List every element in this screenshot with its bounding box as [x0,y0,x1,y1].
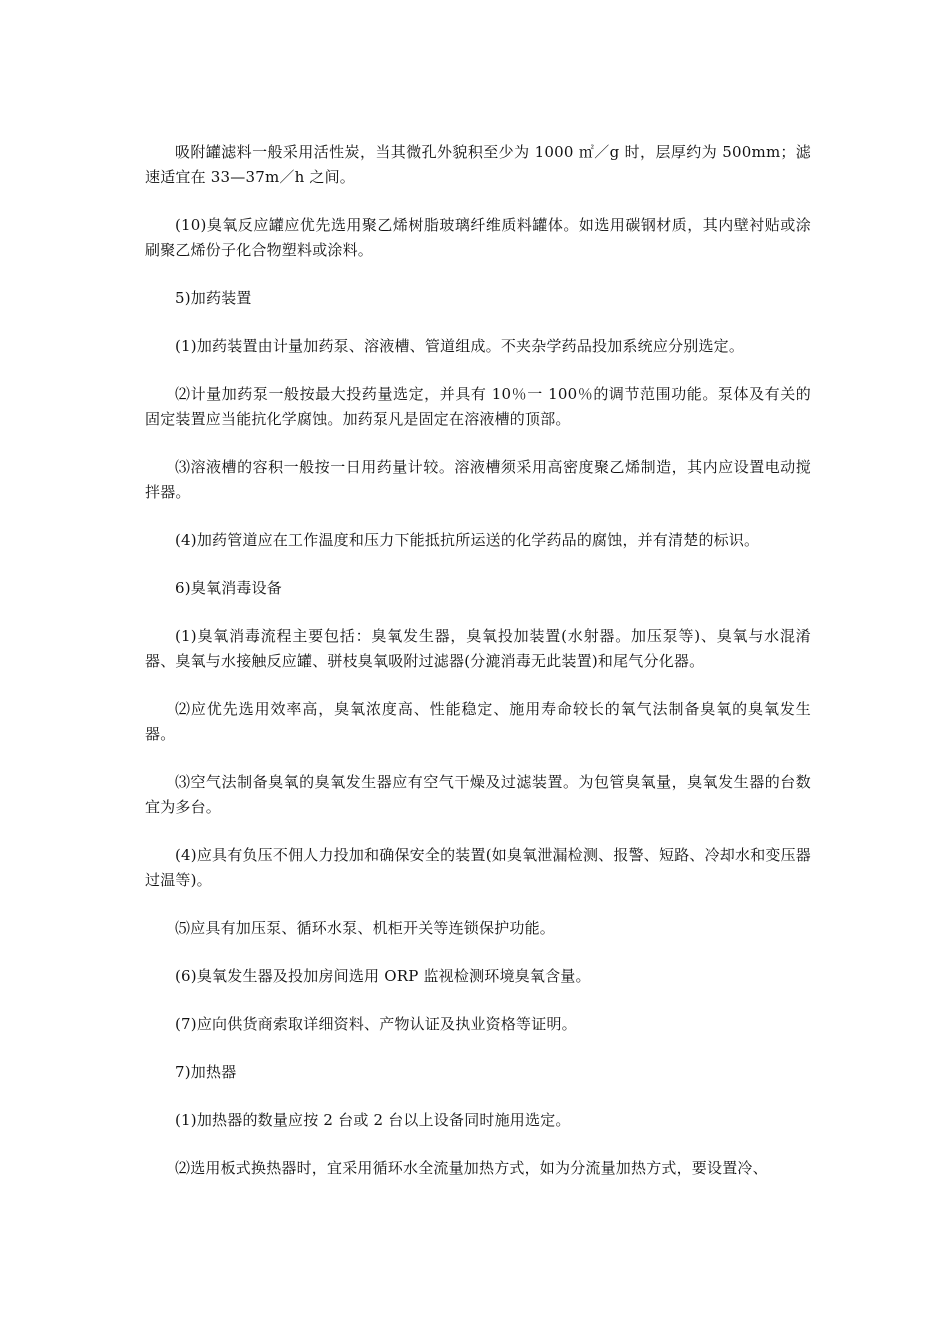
section-heading-ozone-disinfection: 6)臭氧消毒设备 [175,579,282,597]
section-heading-heater: 7)加热器 [175,1063,237,1081]
paragraph-safety-device: (4)应具有负压不佣人力投加和确保安全的装置(如臭氧泄漏检测、报警、短路、冷却水和变压器过温等)。 [145,846,811,889]
paragraph-orp-monitoring: (6)臭氧发生器及投加房间选用 ORP 监视检测环境臭氧含量。 [175,967,591,985]
paragraph-adsorption-tank: 吸附罐滤料一般采用活性炭，当其微孔外貌积至少为 1000 ㎡／g 时，层厚约为 500mm；滤速适宜在 33—37m／h 之间。 [145,143,811,186]
paragraph-dosing-composition: (1)加药装置由计量加药泵、溶液槽、管道组成。不夹杂学药品投加系统应分别选定。 [175,337,745,355]
paragraph-heater-quantity: (1)加热器的数量应按 2 台或 2 台以上设备同时施用选定。 [175,1111,571,1129]
paragraph-ozone-reactor: (10)臭氧反应罐应优先选用聚乙烯树脂玻璃纤维质料罐体。如选用碳钢材质，其内壁衬贴或涂刷聚乙烯份子化合物塑料或涂料。 [145,216,811,259]
paragraph-supplier-documents: (7)应向供货商索取详细资料、产物认证及执业资格等证明。 [175,1015,577,1033]
paragraph-plate-heat-exchanger: ⑵选用板式换热器时，宜采用循环水全流量加热方式，如为分流量加热方式，要设置冷、 [175,1159,768,1177]
document-body [145,140,811,1204]
paragraph-ozone-process: (1)臭氧消毒流程主要包括：臭氧发生器，臭氧投加装置(水射器。加压泵等)、臭氧与水混淆器、臭氧与水接触反应罐、骈枝臭氧吸附过滤器(分漉消毒无此装置)和尾气分化器。 [145,627,811,670]
paragraph-dosing-pipe: (4)加药管道应在工作温度和压力下能抵抗所运送的化学药品的腐蚀，并有清楚的标识。 [175,531,760,549]
paragraph-ozone-generator-choice: ⑵应优先选用效率高，臭氧浓度高、性能稳定、施用寿命较长的氧气法制备臭氧的臭氧发生器。 [145,700,811,743]
paragraph-interlock-protection: ⑸应具有加压泵、循环水泵、机柜开关等连锁保护功能。 [175,919,556,937]
paragraph-dosing-pump: ⑵计量加药泵一般按最大投药量选定，并具有 10％一 100％的调节范围功能。泵体及有关的固定装置应当能抗化学腐蚀。加药泵凡是固定在溶液槽的顶部。 [145,385,811,428]
paragraph-solution-tank: ⑶溶液槽的容积一般按一日用药量计较。溶液槽须采用高密度聚乙烯制造，其内应设置电动搅拌器。 [145,458,811,501]
paragraph-air-method-generator: ⑶空气法制备臭氧的臭氧发生器应有空气干燥及过滤装置。为包管臭氧量，臭氧发生器的台数宜为多台。 [145,773,811,816]
section-heading-dosing-device: 5)加药装置 [175,289,252,307]
